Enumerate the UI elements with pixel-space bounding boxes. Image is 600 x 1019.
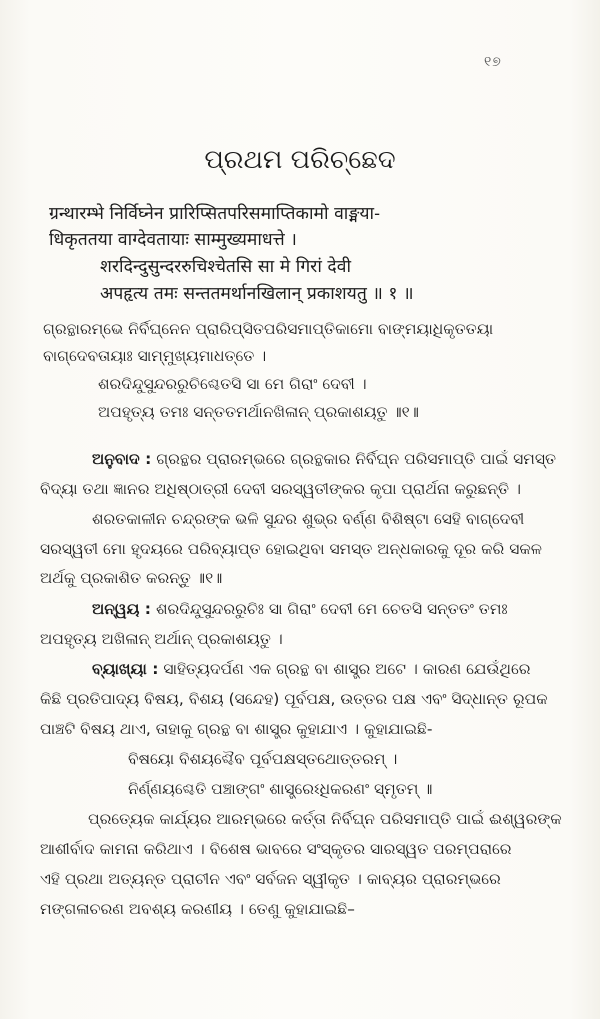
page-number: ୧୭ — [484, 54, 502, 70]
anvaya-paragraph-line-1 — [92, 598, 507, 620]
sanskrit-prose-line-2: धिकृततया वाग्देवतायाः साम्मुख्यमाधत्ते । — [49, 230, 297, 250]
byakhya-quote-line-2: ନିର୍ଣ୍ଣୟଶ୍ଚେତି ପଞ୍ଚାଙ୍ଗଂ ଶାସ୍ତ୍ରେଽଧିକରଣଂ ସ୍ମୃତମ୍ ॥ — [128, 780, 433, 798]
byakhya-quote-line-1: ବିଷୟୋ ବିଶୟଶ୍ଚୈବ ପୂର୍ବପକ୍ଷସ୍ତଥୋତ୍ତରମ୍ । — [128, 750, 398, 768]
anvaya-line-2: ଅପହୃତ୍ୟ ଅଖିଳାନ୍ ଅର୍ଥାନ୍ ପ୍ରକାଶୟତୁ । — [40, 630, 283, 648]
anubad-line-3: ଶରତକାଳୀନ ଚନ୍ଦ୍ରଙ୍କ ଭଳି ସୁନ୍ଦର ଶୁଭ୍ର ବର୍ଣ୍ଣ ବିଶିଷ୍ଟା ସେହି ବାଗ୍‌ଦେବୀ — [92, 510, 525, 528]
byakhya-line-3: ପାଞ୍ଚଟି ବିଷୟ ଥାଏ, ତାହାକୁ ଗ୍ରନ୍ଥ ବା ଶାସ୍ତ୍ର କୁହାଯାଏ । କୁହାଯାଇଛି- — [40, 720, 433, 738]
sanskrit-prose-line-1: ग्रन्थारम्भे निर्विघ्नेन प्रारिप्सितपरिसमाप्तिकामो वाङ्मया- — [49, 204, 381, 224]
anubad-text: ଗ୍ରନ୍ଥର ପ୍ରାରମ୍ଭରେ ଗ୍ରନ୍ଥକାର ନିର୍ବିଘ୍ନ ପରିସମାପ୍ତି ପାଇଁ ସମସ୍ତ — [156, 450, 557, 468]
byakhya-line-2: କିଛି ପ୍ରତିପାଦ୍ୟ ବିଷୟ, ବିଶୟ (ସନ୍ଦେହ) ପୂର୍ବପକ୍ଷ, ଉତ୍ତର ପକ୍ଷ ଏବଂ ସିଦ୍ଧାନ୍ତ ରୂପକ — [40, 690, 548, 708]
byakhya-label: ବ୍ୟାଖ୍ୟା : — [92, 660, 159, 678]
odia-verse-line-1: ଶରଦିନ୍ଦୁସୁନ୍ଦରରୁଚିଶ୍ଚେତସି ସା ମେ ଗିରାଂ ଦେବୀ । — [98, 375, 367, 393]
sanskrit-verse-line-1: शरदिन्दुसुन्दररुचिश्चेतसि सा मे गिरां देवी — [100, 257, 351, 277]
odia-prose-line-1: ଗ୍ରନ୍ଥାରମ୍ଭେ ନିର୍ବିଘ୍ନେନ ପ୍ରାରିପ୍ସିତପରିସମାପ୍ତିକାମୋ ବାଙ୍ମୟାଧିକୃତତୟା — [43, 320, 494, 338]
odia-prose-line-2: ବାଗ୍‌ଦେବତାୟାଃ ସାମ୍ମୁଖ୍ୟମାଧତ୍ତେ । — [43, 347, 267, 365]
sanskrit-verse-line-2: अपहृत्य तमः सन्ततमर्थानखिलान् प्रकाशयतु ॥ १ ॥ — [100, 284, 414, 304]
anvaya-label: ଅନ୍ୱୟ : — [92, 600, 151, 618]
anubad-line-4: ସରସ୍ୱତୀ ମୋ ହୃଦୟରେ ପରିବ୍ୟାପ୍ତ ହୋଇଥିବା ସମସ୍ତ ଅନ୍ଧକାରକୁ ଦୂର କରି ସକଳ — [40, 540, 542, 558]
byakhya-closing-line-2: ଆଶୀର୍ବାଦ କାମନା କରିଥାଏ । ବିଶେଷ ଭାବରେ ସଂସ୍କୃତର ସାରସ୍ୱତ ପରମ୍ପରାରେ — [40, 840, 512, 858]
byakhya-paragraph-line-1 — [92, 658, 530, 680]
byakhya-closing-line-3: ଏହି ପ୍ରଥା ଅତ୍ୟନ୍ତ ପ୍ରାଚୀନ ଏବଂ ସର୍ବଜନ ସ୍ୱୀକୃତ । କାବ୍ୟର ପ୍ରାରମ୍ଭରେ — [40, 870, 501, 888]
byakhya-text: ସାହିତ୍ୟଦର୍ପଣ ଏକ ଗ୍ରନ୍ଥ ବା ଶାସ୍ତ୍ର ଅଟେ । କାରଣ ଯେଉଁଥିରେ — [163, 660, 531, 678]
byakhya-closing-line-4: ମଙ୍ଗଳାଚରଣ ଅବଶ୍ୟ କରଣୀୟ । ତେଣୁ କୁହାଯାଇଛି– — [40, 900, 355, 918]
anvaya-text: ଶରଦିନ୍ଦୁସୁନ୍ଦରରୁଚିଃ ସା ଗିରାଂ ଦେବୀ ମେ ଚେତସି ସନ୍ତତଂ ତମଃ — [155, 600, 508, 618]
anubad-line-5: ଅର୍ଥକୁ ପ୍ରକାଶିତ କରନ୍ତୁ ॥୧॥ — [40, 569, 223, 587]
byakhya-closing-line-1: ପ୍ରତ୍ୟେକ କାର୍ଯ୍ୟର ଆରମ୍ଭରେ କର୍ତ୍ତା ନିର୍ବିଘ୍ନ ପରିସମାପ୍ତି ପାଇଁ ଈଶ୍ୱରଙ୍କ — [88, 810, 562, 828]
chapter-title: ପ୍ରଥମ ପରିଚ୍ଛେଦ — [204, 145, 396, 175]
odia-verse-line-2: ଅପହୃତ୍ୟ ତମଃ ସନ୍ତତମର୍ଥାନଖିଳାନ୍ ପ୍ରକାଶୟତୁ ॥୧॥ — [98, 403, 419, 421]
anubad-paragraph-line-1 — [92, 448, 556, 470]
anubad-label: ଅନୁବାଦ : — [92, 450, 152, 468]
anubad-line-2: ବିଦ୍ୟା ତଥା ଜ୍ଞାନର ଅଧିଷ୍ଠାତ୍ରୀ ଦେବୀ ସରସ୍ୱତୀଙ୍କର କୃପା ପ୍ରାର୍ଥନା କରୁଛନ୍ତି । — [40, 480, 521, 498]
